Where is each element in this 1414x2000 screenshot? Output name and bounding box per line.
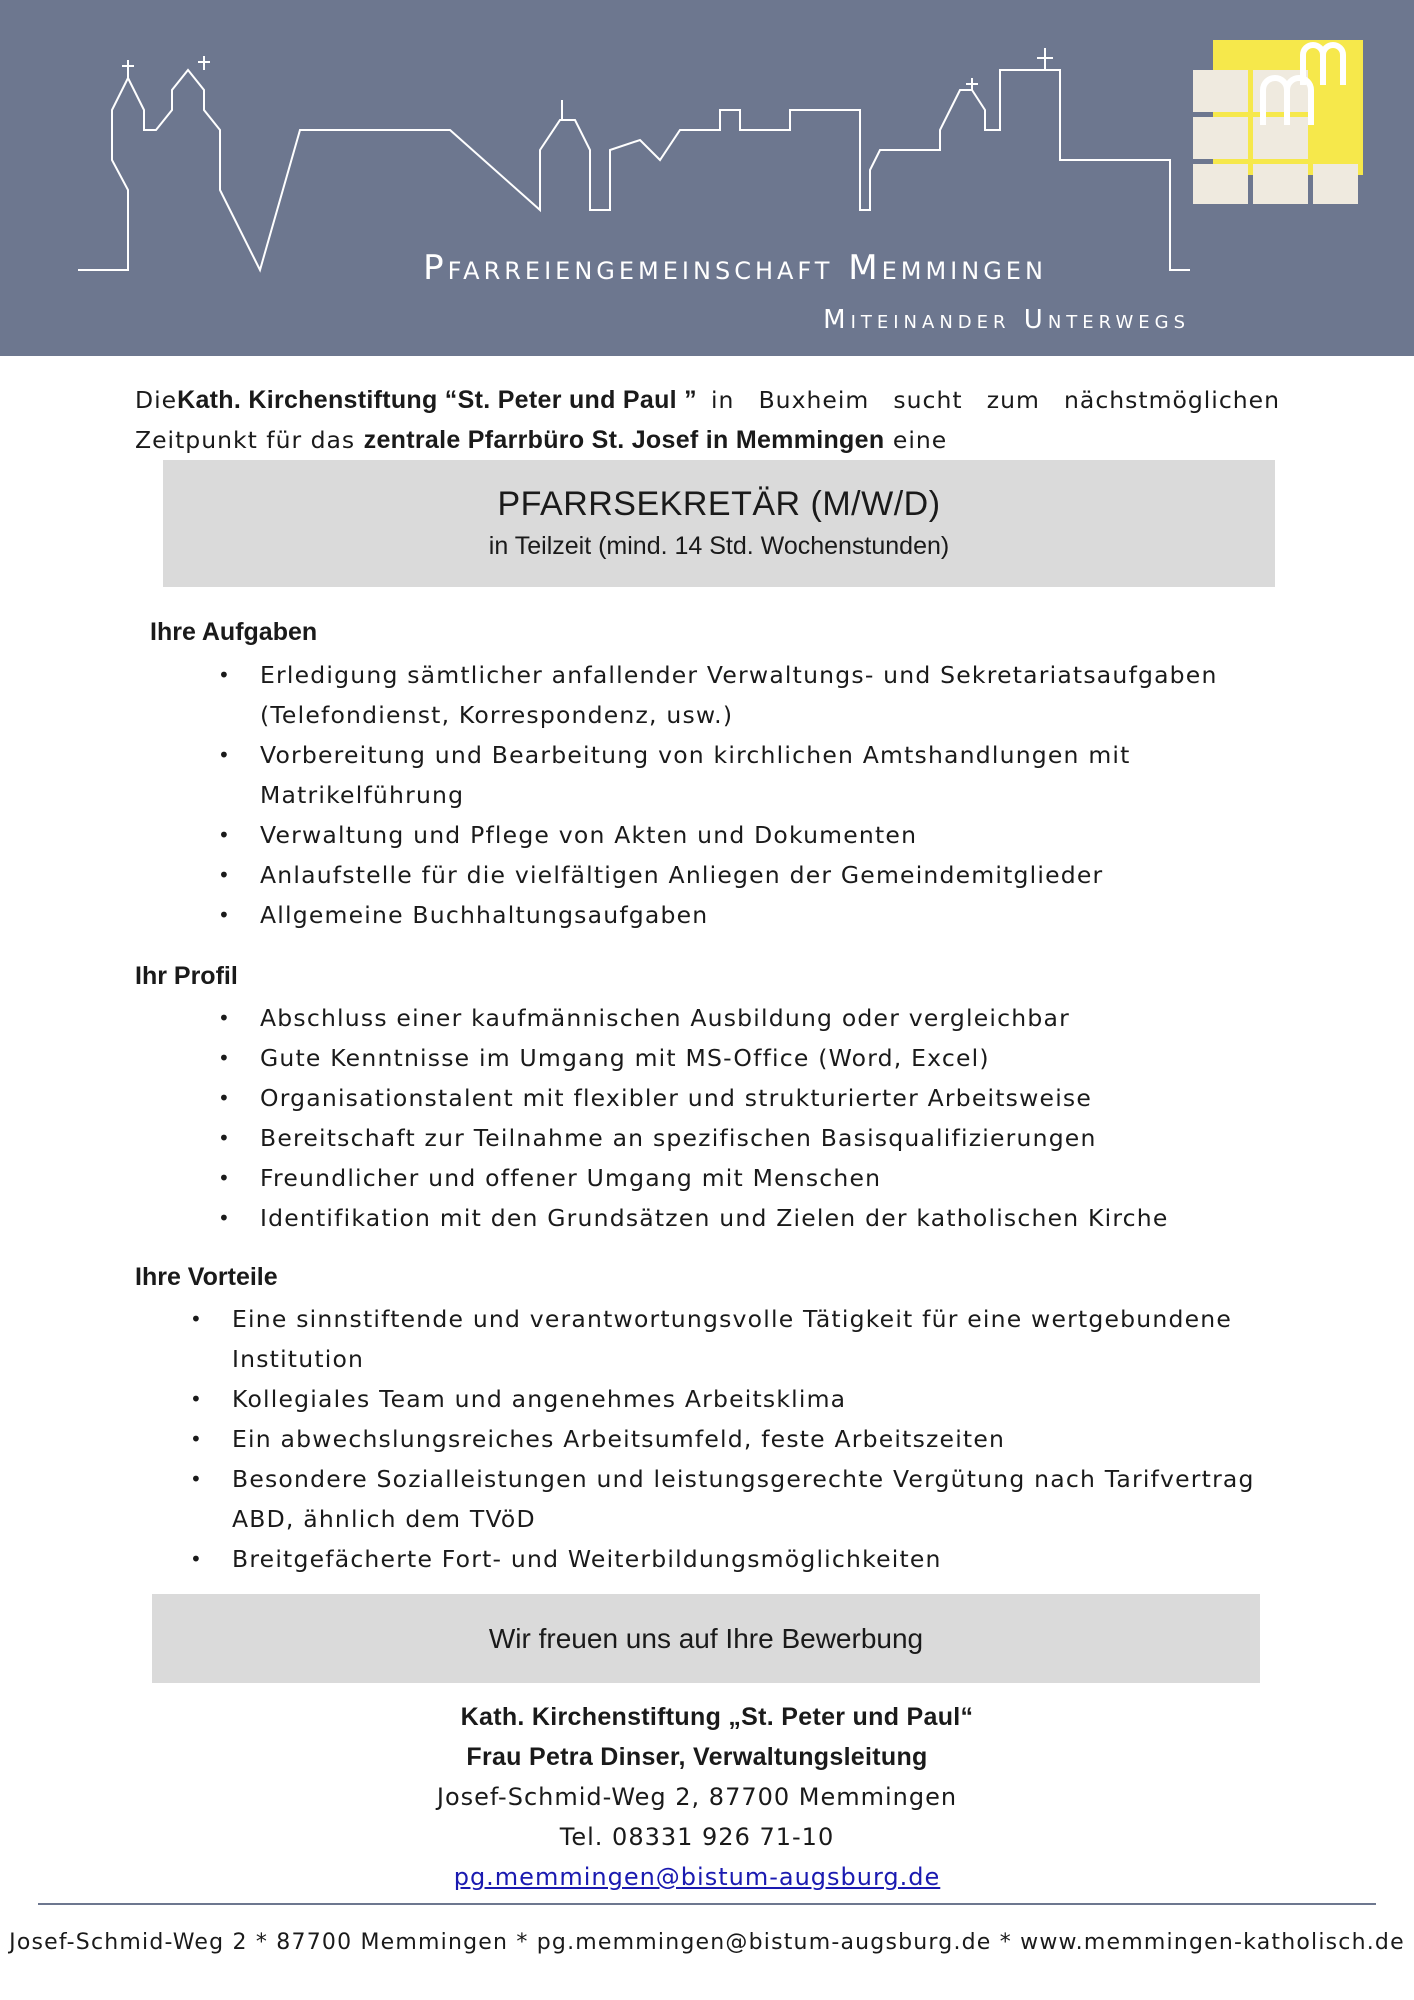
section-heading-profil: Ihr Profil [135,962,238,990]
contact-phone: Tel. 08331 926 71-10 [559,1823,835,1851]
list-item: • Vorbereitung und Bearbeitung von kirchlichen Amtshandlungen mit [260,735,1218,775]
job-title-box [163,460,1275,587]
list-item: • Verwaltung und Pflege von Akten und Dokumenten [260,815,1218,855]
list-item-continuation: Institution [232,1345,365,1373]
list-item: • Gute Kenntnisse im Umgang mit MS-Office (Word, Excel) [260,1038,1169,1078]
section-heading-vorteile: Ihre Vorteile [135,1263,278,1291]
cta-text: Wir freuen uns auf Ihre Bewerbung [488,1623,924,1654]
job-title: PFARRSEKRETÄR (M/W/D) [497,485,941,523]
aufgaben-list [260,655,1218,935]
profil-list [260,998,1169,1238]
vorteile-list [232,1299,1255,1579]
list-item-continuation: Matrikelführung [260,781,465,809]
list-item: • Kollegiales Team und angenehmes Arbeitsklima [232,1379,1255,1419]
job-subtitle: in Teilzeit (mind. 14 Std. Wochenstunden) [488,532,950,560]
list-item: • Erledigung sämtlicher anfallender Verwaltungs- und Sekretariatsaufgaben [260,655,1218,695]
contact-address: Josef-Schmid-Weg 2, 87700 Memmingen [436,1783,958,1811]
list-item: • Breitgefächerte Fort- und Weiterbildungsmöglichkeiten [232,1539,1255,1579]
intro-text: Zeitpunkt für das [135,426,356,454]
footer-text: Josef-Schmid-Weg 2 * 87700 Memmingen * pg.memmingen@bistum-augsburg.de * www.memmingen-katholisch.de [9,1930,1405,1955]
list-item: • Freundlicher und offener Umgang mit Menschen [260,1158,1169,1198]
org-motto: Miteinander Unterwegs [823,305,1190,335]
list-item: • Ein abwechslungsreiches Arbeitsumfeld, feste Arbeitszeiten [232,1419,1255,1459]
intro-word: Die [135,386,178,414]
list-item-continuation: ABD, ähnlich dem TVöD [232,1505,536,1533]
list-item: • Abschluss einer kaufmännischen Ausbildung oder vergleichbar [260,998,1169,1038]
footer-divider [38,1903,1376,1905]
list-item: • Eine sinnstiftende und verantwortungsvolle Tätigkeit für eine wertgebundene [232,1299,1255,1339]
intro-text: eine [892,426,948,454]
list-item-continuation: (Telefondienst, Korrespondenz, usw.) [260,701,734,729]
section-heading-aufgaben: Ihre Aufgaben [150,618,318,646]
list-item: • Besondere Sozialleistungen und leistungsgerechte Vergütung nach Tarifvertrag [232,1459,1255,1499]
org-name: Pfarreiengemeinschaft Memmingen [423,248,1047,288]
list-item: • Identifikation mit den Grundsätzen und Zielen der katholischen Kirche [260,1198,1169,1238]
list-item: • Organisationstalent mit flexibler und strukturierter Arbeitsweise [260,1078,1169,1118]
mm-logo-icon [1193,30,1373,205]
contact-organization: Kath. Kirchenstiftung „St. Peter und Paul“ [460,1703,974,1731]
contact-email-row [0,1863,1414,1891]
intro-organization: Kath. Kirchenstiftung “St. Peter und Paul ” [177,386,697,414]
list-item: • Anlaufstelle für die vielfältigen Anliegen der Gemeindemitglieder [260,855,1218,895]
cta-box [152,1594,1260,1683]
contact-person: Frau Petra Dinser, Verwaltungsleitung [466,1743,928,1771]
header-banner [0,0,1414,356]
list-item: • Bereitschaft zur Teilnahme an spezifischen Basisqualifizierungen [260,1118,1169,1158]
intro-text: in Buxheim sucht zum nächstmöglichen [710,386,1280,414]
intro-office: zentrale Pfarrbüro St. Josef in Memmingen [363,426,885,454]
intro-paragraph [135,380,1280,460]
list-item: • Allgemeine Buchhaltungsaufgaben [260,895,1218,935]
contact-email-link[interactable]: pg.memmingen@bistum-augsburg.de [453,1863,941,1891]
